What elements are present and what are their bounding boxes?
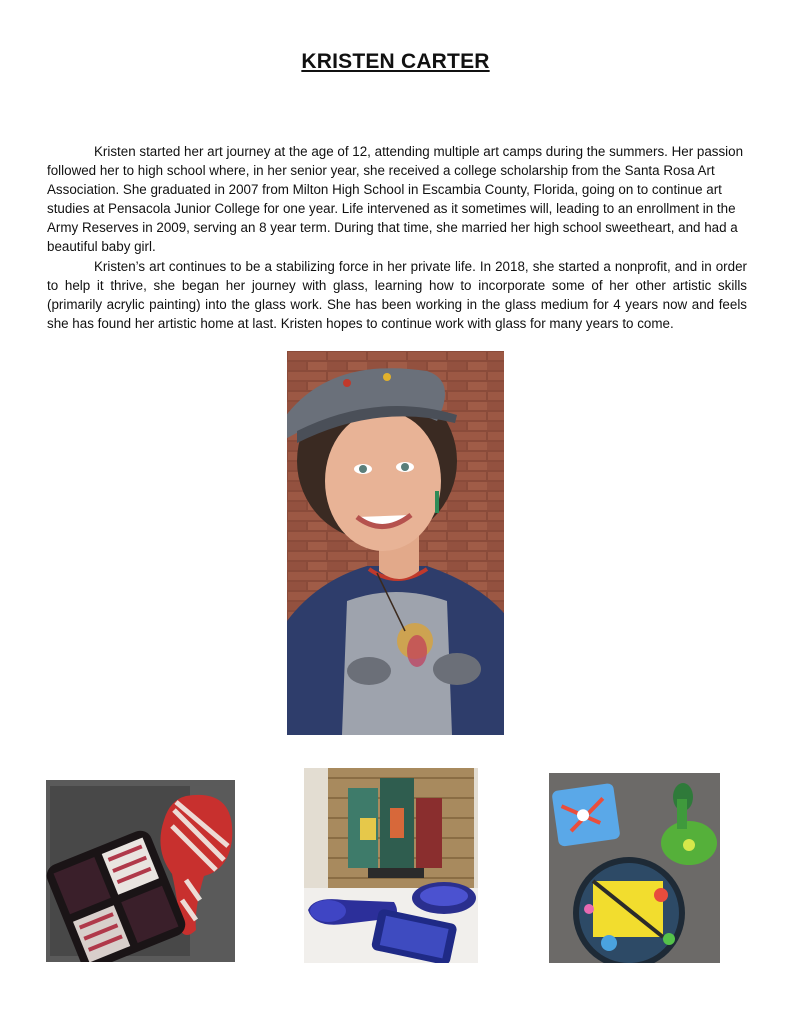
portrait-photo [287,351,504,735]
glass-art-photo-3 [549,773,720,963]
document-title: KRISTEN CARTER [301,50,490,73]
glass-art-photo-1 [46,780,235,962]
biography-text [47,142,747,333]
biography-paragraph-1: Kristen started her art journey at the age of 12, attending multiple art camps during the summers. Her passion followed her to high school where, in her senior year, she received a college scholarship from the Santa Rosa Art Association. She graduated in 2007 from Milton High School in Escambia County, Florida, going on to continue art studies at Pensacola Junior College for one year. Life intervened as it sometimes will, leading to an enrollment in the Army Reserves in 2009, serving an 8 year term. During that time, she married her high school sweetheart, and had a beautiful baby girl. [47,144,744,255]
biography-paragraph-2: Kristen’s art continues to be a stabilizing force in her private life. In 2018, she started a nonprofit, and in order to help it thrive, she began her journey with glass, learning how to incorporate some of her other artistic skills (primarily acrylic painting) into the glass work. She has been working in the glass medium for 4 years now and feels she has found her artistic home at last. Kristen hopes to continue work with glass for many years to come. [47,258,747,331]
glass-art-photo-2 [304,768,478,963]
